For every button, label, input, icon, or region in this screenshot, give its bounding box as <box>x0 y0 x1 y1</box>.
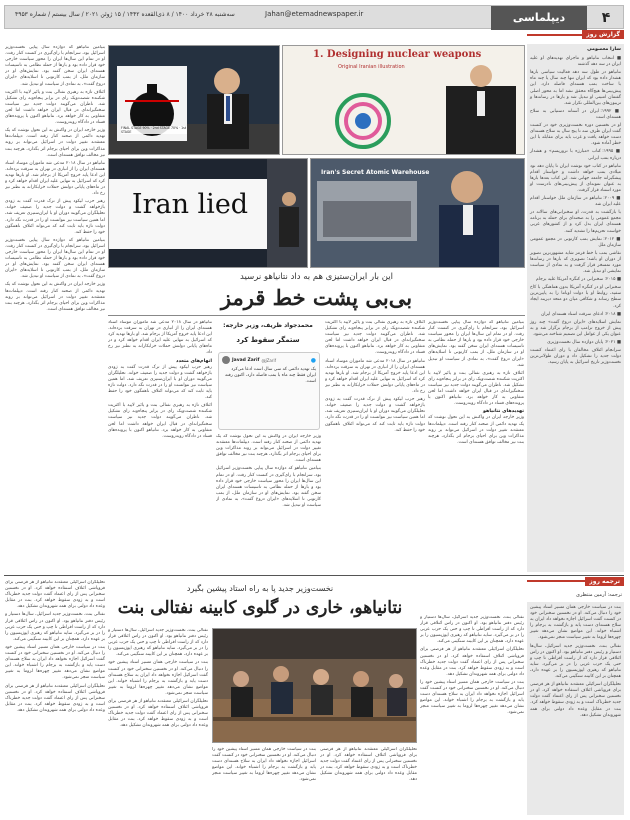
section-title: دیپلماسی <box>491 6 587 30</box>
bomb-chart-illustration <box>108 46 279 155</box>
zarif-quote-headline: ستمگر سقوط کرد <box>236 336 300 344</box>
photo-iran-lied <box>108 158 308 268</box>
headline-rule <box>108 315 525 316</box>
sidebar-filler: نقاشی بمب با خط قرمز شاید مشهورترین تصویر از دوران او باشد؛ تصویری که بارها در رسانه‌ها مورد تمسخر قرار گرفت و به نمادی از سیاست نمایشی او تبدیل شد. <box>530 250 621 275</box>
sidebar-filler: او در نخستین دوره نخست‌وزیری خود در کنست گفت ایران ظرف سه تا پنج سال به سلاح هسته‌ای دست خواهد یافت و غرب باید برای مقابله با این خطر آماده شود. <box>530 123 621 147</box>
tweet-text: یک تهدید دائمی که سی سال است ادعا می‌کرد ایران فقط چند ماه با بمب فاصله دارد، اکنون رفته است. <box>225 367 316 384</box>
sidebar-item: ■ ۲۰۱۲: نمایش بمب کارتونی در مجمع عمومی سازمان ملل <box>530 236 622 248</box>
sidebar-filler: نتانیاهو در کتاب خود نوشت ایران تا پایان دهه نود میلادی بمب خواهد داشت و خواستار اقدام پیشگیرانه جامعه جهانی شد. این کتاب بعدها بارها به عنوان نمونه‌ای از پیش‌بینی‌های نادرست او مورد استناد قرار گرفت. <box>530 163 621 193</box>
bottom-sidebar-column: بنت در سیاست خارجی همان مسیر استاد پیشین خود را دنبال می‌کند. او در نخستین سخنرانی خود در کنست گفت اسرائیل اجازه نخواهد داد ایران به سلاح هسته‌ای دست یابد و بازگشت به برجام را اشتباه خواند. این مواضع نشان می‌دهد تغییر چهره‌ها لزوما به تغییر سیاست منجر نمی‌شود. نفتالی بنت، نخست‌وزیر جدید اسرائیل، سال‌ها دستیار و رئیس دفتر نتانیاهو بود. او اکنون در راس ائتلافی قرار دارد که از راست افراطی تا چپ و حتی یک حزب عربی را در بر می‌گیرد. سایه نتانیاهو که رهبری اپوزیسیون را بر عهده دارد، همچنان بر این کابینه سنگینی می‌کند. تحلیلگران اسرائیلی معتقدند نتانیاهو از هر فرصتی برای فروپاشی ائتلاف استفاده خواهد کرد. او در نخستین سخنرانی پس از رای اعتماد گفت دولت جدید خطرناک است و به زودی سقوط خواهد کرد. بنت در مقابل وعده داد دولتی برای همه شهروندان تشکیل دهد. <box>527 602 624 815</box>
sidebar-item: ■ ۲۰۱۵: سخنرانی در کنگره آمریکا علیه برجام <box>536 277 621 283</box>
top-story-column-5: بنیامین نتانیاهو که دوازده سال پیاپی نخست‌وزیر اسرائیل بود، سرانجام با رای‌گیری در کنست کنار رفت. او در تمام این سال‌ها ایران را محور سیاست خارجی خود قرار داده بود و بارها از حمله نظامی به تاسیسات هسته‌ای ایران سخن گفته بود. نمایش‌های او در سازمان ملل، از بمب کارتونی تا اسلایدهای «ایران دروغ گفت»، به نمادی از سیاست او تبدیل شد. ائتلاف تازه به رهبری نفتالی بنت و یائیر لاپید با اکثریت شکننده شصت‌ویک رای در برابر پنجاه‌ونه رای تشکیل شد. ناظران می‌گویند دولت جدید نیز سیاست سختگیرانه‌ای در قبال ایران خواهد داشت اما لحن متفاوتی به کار خواهد برد. نتانیاهو اکنون با پرونده‌های فساد در دادگاه روبه‌روست. وزیر خارجه ایران در واکنش به این تحول نوشت که یک تهدید دائمی از صحنه کنار رفته است. دیپلمات‌ها معتقدند تغییر دولت در اسرائیل می‌تواند بر روند مذاکرات وین برای احیای برجام اثر بگذارد، هرچند بنت نیز مخالف توافق هسته‌ای است. نتانیاهو در سال ۲۰۱۸ مدعی شد ماموران موساد اسناد هسته‌ای ایران را از انباری در تهران به سرقت برده‌اند. این ادعا پایه خروج آمریکا از برجام شد. او بارها تهدید کرد که اسرائیل به تنهایی علیه ایران اقدام خواهد کرد و در ماه‌های پایانی دولتش حملات خرابکارانه به نطنز نیز رخ داد. رهبر حزب لیکود پیش از ترک قدرت گفت به زودی بازخواهد گشت و دولت جدید را ضعیف خواند. تحلیلگران می‌گویند دوران او با ایران‌ستیزی تعریف شد، اما همین سیاست نیز نتوانست او را در قدرت نگه دارد. دولت تازه باید ثابت کند که می‌تواند ائتلاف ناهمگون خود را حفظ کند. بنیامین نتانیاهو که دوازده سال پیاپی نخست‌وزیر اسرائیل بود، سرانجام با رای‌گیری در کنست کنار رفت. او در تمام این سال‌ها ایران را محور سیاست خارجی خود قرار داده بود و بارها از حمله نظامی به تاسیسات هسته‌ای ایران سخن گفته بود. نمایش‌های او در سازمان ملل، از بمب کارتونی تا اسلایدهای «ایران دروغ گفت»، به نمادی از سیاست او تبدیل شد. وزیر خارجه ایران در واکنش به این تحول نوشت که یک تهدید دائمی از صحنه کنار رفته است. دیپلمات‌ها معتقدند تغییر دولت در اسرائیل می‌تواند بر روند مذاکرات وین برای احیای برجام اثر بگذارد، هرچند بنت نیز مخالف توافق هسته‌ای است. <box>5 45 105 312</box>
sidebar-item: ■ ۲۰۲۱: پایان دوازده سال نخست‌وزیری <box>547 340 621 346</box>
bottom-story-subtitle: نخست‌وزیر جدید پا به راه استاد پیشین بگیرد <box>186 584 334 593</box>
bomb-chart-label: FINAL STAGE 90% · 2nd STAGE 70% · 1st STAGE <box>121 126 187 134</box>
designing-weapons-subtitle: Original Iranian illustration <box>338 64 405 70</box>
page-header <box>4 5 624 29</box>
bottom-story-column-5: تحلیلگران اسرائیلی معتقدند نتانیاهو از هر فرصتی برای فروپاشی ائتلاف استفاده خواهد کرد. او در نخستین سخنرانی پس از رای اعتماد گفت دولت جدید خطرناک است و به زودی سقوط خواهد کرد. بنت در مقابل وعده داد دولتی برای همه شهروندان تشکیل دهد. نفتالی بنت، نخست‌وزیر جدید اسرائیل، سال‌ها دستیار و رئیس دفتر نتانیاهو بود. او اکنون در راس ائتلافی قرار دارد که از راست افراطی تا چپ و حتی یک حزب عربی را در بر می‌گیرد. سایه نتانیاهو که رهبری اپوزیسیون را بر عهده دارد، همچنان بر این کابینه سنگینی می‌کند. بنت در سیاست خارجی همان مسیر استاد پیشین خود را دنبال می‌کند. او در نخستین سخنرانی خود در کنست گفت اسرائیل اجازه نخواهد داد ایران به سلاح هسته‌ای دست یابد و بازگشت به برجام را اشتباه خواند. این مواضع نشان می‌دهد تغییر چهره‌ها لزوما به تغییر سیاست منجر نمی‌شود. تحلیلگران اسرائیلی معتقدند نتانیاهو از هر فرصتی برای فروپاشی ائتلاف استفاده خواهد کرد. او در نخستین سخنرانی پس از رای اعتماد گفت دولت جدید خطرناک است و به زودی سقوط خواهد کرد. بنت در مقابل وعده داد دولتی برای همه شهروندان تشکیل دهد. <box>5 580 105 713</box>
zarif-quote-source: محمدجواد ظریف، وزیر خارجه: <box>223 322 313 329</box>
section-email[interactable]: Jahan@etemadnewspaper.ir <box>265 10 364 18</box>
tweet-author: Javad Zarif <box>232 357 260 363</box>
page-number: ۴ <box>601 10 611 26</box>
sidebar-item: ■ انتخاب نتانیاهو و ماجرای تهدیدهای او علیه ایران در سه دهه گذشته <box>530 56 621 68</box>
photo-designing-weapons <box>282 45 525 155</box>
top-story-column-4: نتانیاهو در سال ۲۰۱۸ مدعی شد ماموران موساد اسناد هسته‌ای ایران را از انباری در تهران به سرقت برده‌اند. این ادعا پایه خروج آمریکا از برجام شد. او بارها تهدید کرد که اسرائیل به تنهایی علیه ایران اقدام خواهد کرد و در ماه‌های پایانی دولتش حملات خرابکارانه به نطنز نیز رخ داد. اتهام‌های متعدد رهبر حزب لیکود پیش از ترک قدرت گفت به زودی بازخواهد گشت و دولت جدید را ضعیف خواند. تحلیلگران می‌گویند دوران او با ایران‌ستیزی تعریف شد، اما همین سیاست نیز نتوانست او را در قدرت نگه دارد. دولت تازه باید ثابت کند که می‌تواند ائتلاف ناهمگون خود را حفظ کند. ائتلاف تازه به رهبری نفتالی بنت و یائیر لاپید با اکثریت شکننده شصت‌ویک رای در برابر پنجاه‌ونه رای تشکیل شد. ناظران می‌گویند دولت جدید نیز سیاست سختگیرانه‌ای در قبال ایران خواهد داشت اما لحن متفاوتی به کار خواهد برد. نتانیاهو اکنون با پرونده‌های فساد در دادگاه روبه‌روست. <box>108 320 212 439</box>
story-divider <box>4 575 624 576</box>
top-story-subhead-a: تهدید‌های نتانیاهو <box>483 409 524 415</box>
bottom-story-column-2: تحلیلگران اسرائیلی معتقدند نتانیاهو از هر فرصتی برای فروپاشی ائتلاف استفاده خواهد کرد. او در نخستین سخنرانی پس از رای اعتماد گفت دولت جدید خطرناک است و به زودی سقوط خواهد کرد. بنت در مقابل وعده داد دولتی برای همه شهروندان تشکیل دهد. <box>320 747 417 783</box>
sidebar-item: ■ ۱۹۹۵: کتاب «مبارزه با تروریسم» و هشدار درباره بمب ایرانی <box>530 149 622 161</box>
top-story-column-2: ائتلاف تازه به رهبری نفتالی بنت و یائیر لاپید با اکثریت شکننده شصت‌ویک رای در برابر پنجاه‌ونه رای تشکیل شد. ناظران می‌گویند دولت جدید نیز سیاست سختگیرانه‌ای در قبال ایران خواهد داشت اما لحن متفاوتی به کار خواهد برد. نتانیاهو اکنون با پرونده‌های فساد در دادگاه روبه‌روست. نتانیاهو در سال ۲۰۱۸ مدعی شد ماموران موساد اسناد هسته‌ای ایران را از انباری در تهران به سرقت برده‌اند. این ادعا پایه خروج آمریکا از برجام شد. او بارها تهدید کرد که اسرائیل به تنهایی علیه ایران اقدام خواهد کرد و در ماه‌های پایانی دولتش حملات خرابکارانه به نطنز نیز رخ داد. رهبر حزب لیکود پیش از ترک قدرت گفت به زودی بازخواهد گشت و دولت جدید را ضعیف خواند. تحلیلگران می‌گویند دوران او با ایران‌ستیزی تعریف شد، اما همین سیاست نیز نتوانست او را در قدرت نگه دارد. دولت تازه باید ثابت کند که می‌تواند ائتلاف ناهمگون خود را حفظ کند. <box>325 320 425 433</box>
iran-lied-text: Iran lied <box>131 189 249 220</box>
sidebar-filler: سرانجام ائتلاف مخالفان با رای اعتماد کنست دولت جدید را تشکیل داد و دوران طولانی‌ترین نخست‌وزیر تاریخ اسرائیل به پایان رسید. <box>530 348 621 366</box>
top-story-subtitle: این بار ایران‌ستیزی هم به داد نتانیاهو نرسید <box>240 272 393 282</box>
sidebar-item: ■ ۲۰۰۹: نتانیاهو در سازمان ملل خواستار اقدام علیه ایران شد <box>530 196 621 208</box>
bottom-story-column-3: بنت در سیاست خارجی همان مسیر استاد پیشین خود را دنبال می‌کند. او در نخستین سخنرانی خود در کنست گفت اسرائیل اجازه نخواهد داد ایران به سلاح هسته‌ای دست یابد و بازگشت به برجام را اشتباه خواند. این مواضع نشان می‌دهد تغییر چهره‌ها لزوما به تغییر سیاست منجر نمی‌شود. <box>212 747 316 783</box>
sidebar-column <box>527 44 624 572</box>
sidebar-item: ■ ۲۰۱۸: ادعای سرقت اسناد هسته‌ای ایران <box>541 311 621 317</box>
photo-bomb-chart <box>108 45 280 155</box>
bottom-story-headline: نتانیاهو، خاری در گلوی کابینه نفتالی بنت <box>117 598 403 618</box>
photo-knesset <box>212 628 417 743</box>
sidebar-filler: نتانیاهو در طول سه دهه فعالیت سیاسی بارها هشدار داده بود که ایران تنها چند سال یا چند ماه با ساخت بمب هسته‌ای فاصله دارد. این پیش‌بینی‌ها هیچ‌گاه محقق نشد اما به محور اصلی گفتمان امنیتی او تبدیل شد و بارها در رسانه‌ها و تریبون‌های بین‌المللی تکرار شد. <box>530 70 621 106</box>
avatar <box>222 356 230 364</box>
twitter-bird-icon: ● <box>310 356 316 364</box>
secret-warehouse-label: Iran's Secret Atomic Warehouse <box>321 169 430 176</box>
bottom-story-column-1: نفتالی بنت، نخست‌وزیر جدید اسرائیل، سال‌ها دستیار و رئیس دفتر نتانیاهو بود. او اکنون در راس ائتلافی قرار دارد که از راست افراطی تا چپ و حتی یک حزب عربی را در بر می‌گیرد. سایه نتانیاهو که رهبری اپوزیسیون را بر عهده دارد، همچنان بر این کابینه سنگینی می‌کند. تحلیلگران اسرائیلی معتقدند نتانیاهو از هر فرصتی برای فروپاشی ائتلاف استفاده خواهد کرد. او در نخستین سخنرانی پس از رای اعتماد گفت دولت جدید خطرناک است و به زودی سقوط خواهد کرد. بنت در مقابل وعده داد دولتی برای همه شهروندان تشکیل دهد. بنت در سیاست خارجی همان مسیر استاد پیشین خود را دنبال می‌کند. او در نخستین سخنرانی خود در کنست گفت اسرائیل اجازه نخواهد داد ایران به سلاح هسته‌ای دست یابد و بازگشت به برجام را اشتباه خواند. این مواضع نشان می‌دهد تغییر چهره‌ها لزوما به تغییر سیاست منجر نمی‌شود. <box>420 615 524 716</box>
photo-secret-warehouse <box>310 158 525 268</box>
top-story-subhead-b: اتهام‌های متعدد <box>176 358 212 364</box>
sidebar-title: سارا معصومی <box>587 47 621 52</box>
designing-weapons-slide <box>282 46 524 155</box>
top-story-column-3: وزیر خارجه ایران در واکنش به این تحول نوشت که یک تهدید دائمی از صحنه کنار رفته است. دیپلمات‌ها معتقدند تغییر دولت در اسرائیل می‌تواند بر روند مذاکرات وین برای احیای برجام اثر بگذارد، هرچند بنت نیز مخالف توافق هسته‌ای است. بنیامین نتانیاهو که دوازده سال پیاپی نخست‌وزیر اسرائیل بود، سرانجام با رای‌گیری در کنست کنار رفت. او در تمام این سال‌ها ایران را محور سیاست خارجی خود قرار داده بود و بارها از حمله نظامی به تاسیسات هسته‌ای ایران سخن گفته بود. نمایش‌های او در سازمان ملل، از بمب کارتونی تا اسلایدهای «ایران دروغ گفت»، به نمادی از سیاست او تبدیل شد. <box>216 434 321 509</box>
sidebar-item: ■ ۱۹۹۲: ایران در آستانه دستیابی به سلاح هسته‌ای است <box>530 108 621 120</box>
knesset-scene <box>212 629 416 743</box>
tweet-handle: @JZarif <box>261 357 277 363</box>
bottom-story-byline: ترجمه: آرمین منتظری <box>576 592 622 598</box>
bottom-story-kicker: ترجمه روز <box>585 577 624 586</box>
sidebar-filler: سخنرانی او در کنگره آمریکا بدون هماهنگی با کاخ سفید، روابط او با دولت اوباما را به پایین‌ترین سطح رساند و شکافی میان دو متحد دیرینه ایجاد کرد. <box>530 285 621 309</box>
designing-weapons-title: 1. Designing nuclear weapons <box>313 49 482 60</box>
top-story-headline: بی‌بی پشت خط قرمز <box>220 285 413 310</box>
top-story-column-1: بنیامین نتانیاهو که دوازده سال پیاپی نخست‌وزیر اسرائیل بود، سرانجام با رای‌گیری در کنست کنار رفت. او در تمام این سال‌ها ایران را محور سیاست خارجی خود قرار داده بود و بارها از حمله نظامی به تاسیسات هسته‌ای ایران سخن گفته بود. نمایش‌های او در سازمان ملل، از بمب کارتونی تا اسلایدهای «ایران دروغ گفت»، به نمادی از سیاست او تبدیل شد. ائتلاف تازه به رهبری نفتالی بنت و یائیر لاپید با اکثریت شکننده شصت‌ویک رای در برابر پنجاه‌ونه رای تشکیل شد. ناظران می‌گویند دولت جدید نیز سیاست سختگیرانه‌ای در قبال ایران خواهد داشت اما لحن متفاوتی به کار خواهد برد. نتانیاهو اکنون با پرونده‌های فساد در دادگاه روبه‌روست. تهدید‌های نتانیاهو وزیر خارجه ایران در واکنش به این تحول نوشت که یک تهدید دائمی از صحنه کنار رفته است. دیپلمات‌ها معتقدند تغییر دولت در اسرائیل می‌تواند بر روند مذاکرات وین برای احیای برجام اثر بگذارد، هرچند بنت نیز مخالف توافق هسته‌ای است. <box>428 320 524 445</box>
sidebar-kicker: گزارش روز <box>582 30 624 39</box>
sidebar-filler: نمایش اسلایدهای «ایران دروغ گفت» چند روز پیش از خروج ترامپ از برجام برگزار شد و به عنوان یکی از عوامل این تصمیم شناخته می‌شود. <box>530 319 621 337</box>
zarif-tweet-card <box>218 352 320 430</box>
issue-dateline: سه‌شنبه ۲۸ خرداد ۱۴۰۰ / ۸ ذی‌القعده ۱۴۴۲ / ۱۵ ژوئن ۲۰۲۱ / سال بیستم / شماره ۴۹۵۳ <box>15 11 235 18</box>
bottom-story-column-4: نفتالی بنت، نخست‌وزیر جدید اسرائیل، سال‌ها دستیار و رئیس دفتر نتانیاهو بود. او اکنون در راس ائتلافی قرار دارد که از راست افراطی تا چپ و حتی یک حزب عربی را در بر می‌گیرد. سایه نتانیاهو که رهبری اپوزیسیون را بر عهده دارد، همچنان بر این کابینه سنگینی می‌کند. بنت در سیاست خارجی همان مسیر استاد پیشین خود را دنبال می‌کند. او در نخستین سخنرانی خود در کنست گفت اسرائیل اجازه نخواهد داد ایران به سلاح هسته‌ای دست یابد و بازگشت به برجام را اشتباه خواند. این مواضع نشان می‌دهد تغییر چهره‌ها لزوما به تغییر سیاست منجر نمی‌شود. تحلیلگران اسرائیلی معتقدند نتانیاهو از هر فرصتی برای فروپاشی ائتلاف استفاده خواهد کرد. او در نخستین سخنرانی پس از رای اعتماد گفت دولت جدید خطرناک است و به زودی سقوط خواهد کرد. بنت در مقابل وعده داد دولتی برای همه شهروندان تشکیل دهد. <box>108 628 208 729</box>
sidebar-filler: با بازگشت به قدرت، او سخنرانی‌های سالانه در مجمع عمومی را به صحنه‌ای برای حمله به برنامه هسته‌ای ایران بدل کرد و از کشورهای غربی خواست تحریم‌ها را تشدید کنند. <box>530 210 621 234</box>
